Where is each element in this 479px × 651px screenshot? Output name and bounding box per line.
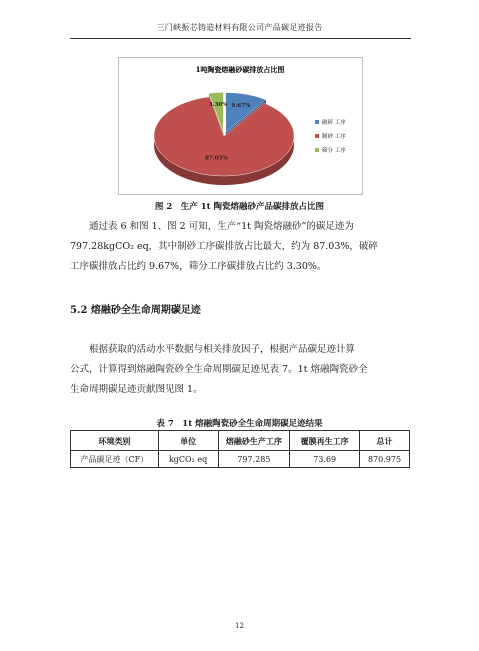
paragraph-1-line-1: 通过表 6 和图 1、图 2 可知，生产“1t 陶瓷熔融砂”的碳足迹为 [89,221,354,232]
table-caption: 表 7 1t 熔融陶瓷砂全生命周期碳足迹结果 [156,419,323,429]
section-heading: 5.2 熔融砂全生命周期碳足迹 [70,305,201,316]
table-cell: 797.285 [218,451,290,468]
legend-swatch [315,120,319,124]
table-header-cell: 单位 [158,431,218,451]
chart-title: 1吨陶瓷熔融砂碳排放占比图 [195,65,285,74]
table-header-cell: 总计 [360,431,410,451]
page-number: 12 [235,622,244,630]
legend-swatch [315,134,319,138]
paragraph-2-line-1: 根据获取的活动水平数据与相关排放因子，根据产品碳足迹计算 [89,344,356,355]
table-header-row [71,431,410,451]
figure-caption: 图 2 生产 1t 陶瓷熔融砂产品碳排放占比图 [154,202,325,212]
table-cell: 870.975 [360,451,410,468]
pie-value-label: 87.03% [205,155,228,162]
table-cell: kgCO₂ eq [158,451,218,468]
paragraph-2 [70,340,411,400]
paragraph-1 [70,217,411,277]
table-header-cell: 环境类别 [71,431,159,451]
paragraph-2-line-3: 生命周期碳足迹贡献图见图 1。 [70,384,203,395]
paragraph-1-line-3: 工序碳排放占比约 9.67%，筛分工序碳排放占比约 3.30%。 [70,261,327,272]
pie-slice-1 [154,97,294,176]
pie-chart [119,58,362,194]
legend-label: 筛分 工序 [322,148,346,154]
legend-swatch [315,148,319,152]
paragraph-1-line-2: 797.28kgCO₂ eq，其中制砂工序碳排放占比最大，约为 87.03%，破碎 [70,241,378,252]
carbon-footprint-table [70,430,410,468]
table-cell: 73.69 [290,451,360,468]
pie-value-label: 3.30% [208,101,228,108]
table-header-cell: 熔融砂生产工序 [218,431,290,451]
legend-label: 制砂 工序 [322,134,346,140]
chart-legend [315,118,346,154]
legend-label: 破碎 工序 [322,120,346,126]
header-divider [70,38,411,39]
pie-value-label: 9.67% [231,103,251,110]
header-title: 三门峡振芯铸造材料有限公司产品碳足迹报告 [156,23,323,32]
table-row [71,451,410,468]
table-header-cell: 覆膜再生工序 [290,431,360,451]
paragraph-2-line-2: 公式，计算得到熔融陶瓷砂全生命周期碳足迹见表 7。1t 熔融陶瓷砂全 [70,364,368,375]
table-cell: 产品碳足迹（CF） [71,451,159,468]
pie-chart-frame [118,57,363,195]
